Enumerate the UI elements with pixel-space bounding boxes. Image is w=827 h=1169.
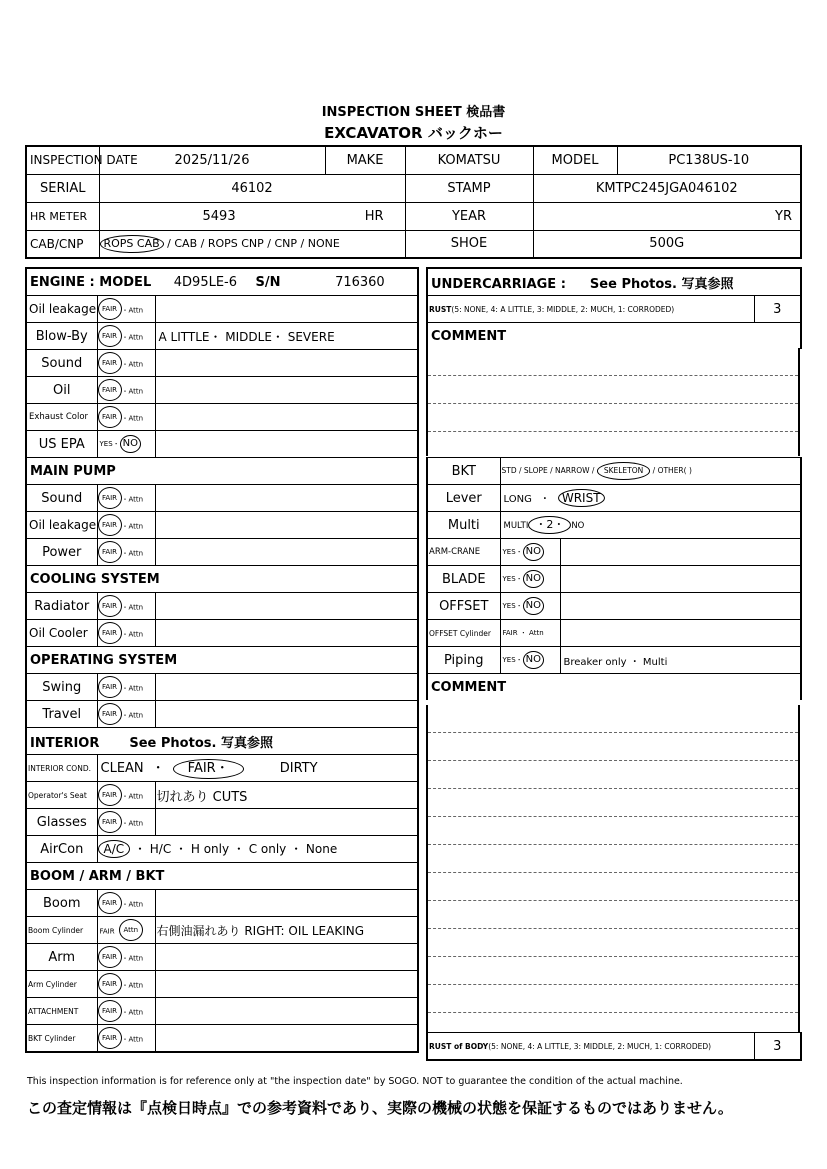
separator: ・ bbox=[112, 440, 120, 448]
no-selected: NO bbox=[523, 597, 544, 615]
rust-row bbox=[427, 296, 754, 323]
undercarriage-label: UNDERCARRIAGE : bbox=[431, 276, 566, 292]
yes-no bbox=[500, 647, 560, 674]
stamp-value: KMTPC245JGA046102 bbox=[533, 174, 801, 202]
attn-option: ・Attn bbox=[121, 954, 144, 963]
note-cell bbox=[155, 377, 418, 404]
lever-selected: WRIST bbox=[558, 489, 605, 507]
multi-options bbox=[500, 512, 801, 539]
fair-selected: FAIR bbox=[98, 676, 122, 698]
multi-no: NO bbox=[571, 521, 585, 531]
fair-selected: FAIR bbox=[98, 514, 122, 536]
attn-option: ・Attn bbox=[121, 1008, 144, 1017]
comment-line bbox=[428, 789, 798, 817]
comment-line bbox=[428, 817, 798, 845]
fair-attn bbox=[97, 539, 155, 566]
separator: ・ bbox=[515, 548, 523, 556]
attn-option: ・Attn bbox=[121, 360, 144, 369]
shoe-label: SHOE bbox=[405, 230, 533, 258]
note-cell bbox=[155, 809, 418, 836]
comment-line bbox=[428, 733, 798, 761]
travel-label: Travel bbox=[26, 701, 97, 728]
bkt-selected: SKELETON bbox=[597, 462, 650, 480]
undercarriage-note: See Photos. 写真参照 bbox=[589, 276, 734, 292]
boom-cylinder-label: Boom Cylinder bbox=[26, 917, 97, 944]
fair-selected: FAIR bbox=[98, 352, 122, 374]
fair-attn bbox=[97, 701, 155, 728]
fair-attn bbox=[97, 809, 155, 836]
disclaimer-en: This inspection information is for reference only at "the inspection date" by SOGO. NOT to guarantee the condition of the actual machine. bbox=[27, 1076, 683, 1087]
shoe-value: 500G bbox=[533, 230, 801, 258]
oil-leakage-label: Oil leakage bbox=[26, 296, 97, 323]
glasses-label: Glasses bbox=[26, 809, 97, 836]
attn-selected: Attn bbox=[119, 919, 143, 941]
fair-big-selected: FAIR・ bbox=[173, 759, 244, 779]
cooling-section: COOLING SYSTEM bbox=[26, 566, 418, 593]
aircon-other: ・ H/C ・ H only ・ C only ・ None bbox=[133, 842, 338, 856]
yes-no bbox=[97, 431, 155, 458]
fair-selected: FAIR bbox=[98, 784, 122, 806]
interior-label: INTERIOR bbox=[30, 735, 100, 751]
hr-meter-value: 5493 bbox=[202, 208, 236, 224]
fair-attn bbox=[97, 971, 155, 998]
separator: ・ bbox=[539, 494, 550, 505]
boom-cylinder-note: 右側油漏れあり RIGHT: OIL LEAKING bbox=[155, 917, 418, 944]
make-label: MAKE bbox=[325, 146, 405, 174]
comment-label-2: COMMENT bbox=[427, 674, 801, 701]
rust-body-value: 3 bbox=[754, 1033, 801, 1061]
note-cell bbox=[560, 620, 801, 647]
fair-attn bbox=[97, 917, 155, 944]
separator: ・ bbox=[515, 575, 523, 583]
fair-option: FAIR bbox=[99, 927, 115, 936]
separator: ・ bbox=[515, 656, 523, 664]
operating-section: OPERATING SYSTEM bbox=[26, 647, 418, 674]
note-cell bbox=[155, 1025, 418, 1053]
bkt-options-post: / OTHER( ) bbox=[652, 466, 692, 475]
fair-selected: FAIR bbox=[98, 622, 122, 644]
offset-cylinder-options: FAIR ・ Attn bbox=[500, 620, 560, 647]
fair-selected: FAIR bbox=[98, 892, 122, 914]
bkt-label: BKT bbox=[427, 458, 500, 485]
bkt-options-pre: STD / SLOPE / NARROW / bbox=[501, 466, 595, 475]
seat-note: 切れあり CUTS bbox=[155, 782, 418, 809]
blade-label: BLADE bbox=[427, 566, 500, 593]
note-cell bbox=[560, 566, 801, 593]
fair-attn bbox=[97, 404, 155, 431]
pump-sound-label: Sound bbox=[26, 485, 97, 512]
hr-meter-label: HR METER bbox=[26, 202, 99, 230]
fair-selected: FAIR bbox=[98, 406, 122, 428]
rust-body-table bbox=[426, 1032, 802, 1061]
fair-attn bbox=[97, 674, 155, 701]
oil-label: Oil bbox=[26, 377, 97, 404]
rust-label: RUST bbox=[429, 304, 452, 314]
seat-label: Operator's Seat bbox=[26, 782, 97, 809]
note-cell bbox=[155, 404, 418, 431]
fair-attn bbox=[97, 377, 155, 404]
attn-option: ・Attn bbox=[121, 684, 144, 693]
no-selected: NO bbox=[523, 570, 544, 588]
engine-label: ENGINE : MODEL bbox=[30, 274, 152, 290]
fair-selected: FAIR bbox=[98, 379, 122, 401]
note-cell bbox=[155, 296, 418, 323]
fair-selected: FAIR bbox=[98, 325, 122, 347]
inspection-date-label: INSPECTION DATE bbox=[26, 146, 99, 174]
yes-option: YES bbox=[502, 656, 516, 664]
note-cell bbox=[155, 539, 418, 566]
radiator-label: Radiator bbox=[26, 593, 97, 620]
yes-option: YES bbox=[502, 575, 516, 583]
fair-attn bbox=[97, 350, 155, 377]
note-cell bbox=[560, 539, 801, 566]
attachment-label: ATTACHMENT bbox=[26, 998, 97, 1025]
separator: ・ bbox=[515, 602, 523, 610]
comment-line bbox=[428, 432, 798, 459]
year-unit: YR bbox=[775, 208, 792, 224]
fair-attn bbox=[97, 782, 155, 809]
rust-body-label: RUST of BODY bbox=[429, 1041, 489, 1051]
fair-attn bbox=[97, 512, 155, 539]
model-label: MODEL bbox=[533, 146, 617, 174]
fair-attn bbox=[97, 593, 155, 620]
comment-area-1 bbox=[426, 348, 800, 456]
comment-line bbox=[428, 957, 798, 985]
inspection-date-value: 2025/11/26 bbox=[99, 146, 325, 174]
disclaimer-jp: この査定情報は『点検日時点』での参考資料であり、実際の機械の状態を保証するものではありません。 bbox=[27, 1099, 733, 1117]
multi-text: MULTI bbox=[503, 521, 529, 531]
aircon-options bbox=[97, 836, 418, 863]
fair-attn bbox=[97, 620, 155, 647]
rust-value: 3 bbox=[754, 296, 801, 323]
attn-option: ・Attn bbox=[121, 792, 144, 801]
bkt-options bbox=[500, 458, 801, 485]
note-cell bbox=[155, 620, 418, 647]
aircon-label: AirCon bbox=[26, 836, 97, 863]
header-table bbox=[25, 145, 802, 259]
bkt-cylinder-label: BKT Cylinder bbox=[26, 1025, 97, 1053]
offset-label: OFFSET bbox=[427, 593, 500, 620]
attn-option: ・Attn bbox=[121, 333, 144, 342]
fair-attn bbox=[97, 485, 155, 512]
comment-area-2 bbox=[426, 705, 800, 1032]
note-cell bbox=[155, 701, 418, 728]
serial-label: SERIAL bbox=[26, 174, 99, 202]
attn-option: ・Attn bbox=[121, 306, 144, 315]
comment-line bbox=[428, 985, 798, 1013]
exhaust-color-label: Exhaust Color bbox=[26, 404, 97, 431]
attn-option: ・Attn bbox=[121, 387, 144, 396]
note-cell bbox=[155, 674, 418, 701]
boom-section: BOOM / ARM / BKT bbox=[26, 863, 418, 890]
attn-option: ・Attn bbox=[121, 711, 144, 720]
stamp-label: STAMP bbox=[405, 174, 533, 202]
piping-label: Piping bbox=[427, 647, 500, 674]
armcrane-label: ARM-CRANE bbox=[427, 539, 500, 566]
clean-option: CLEAN bbox=[100, 761, 144, 776]
lever-long: LONG bbox=[503, 494, 532, 505]
sound-label: Sound bbox=[26, 350, 97, 377]
comment-line bbox=[428, 761, 798, 789]
fair-attn bbox=[97, 890, 155, 917]
arm-cylinder-label: Arm Cylinder bbox=[26, 971, 97, 998]
attn-option: ・Attn bbox=[121, 522, 144, 531]
boom-label: Boom bbox=[26, 890, 97, 917]
comment-line bbox=[428, 901, 798, 929]
comment-line bbox=[428, 348, 798, 376]
cab-other-options: / CAB / ROPS CNP / CNP / NONE bbox=[167, 236, 340, 250]
interior-section bbox=[26, 728, 418, 755]
cab-selected: ROPS CAB bbox=[100, 235, 164, 253]
note-cell bbox=[155, 485, 418, 512]
interior-cond-options bbox=[97, 755, 418, 782]
fair-selected: FAIR bbox=[98, 946, 122, 968]
fair-selected: FAIR bbox=[98, 541, 122, 563]
note-cell bbox=[155, 593, 418, 620]
cab-label: CAB/CNP bbox=[26, 230, 99, 258]
year-cell bbox=[533, 202, 801, 230]
rust-body-row bbox=[427, 1033, 754, 1061]
comment-line bbox=[428, 929, 798, 957]
comment-line bbox=[428, 873, 798, 901]
attn-option: ・Attn bbox=[121, 549, 144, 558]
fair-attn bbox=[97, 998, 155, 1025]
note-cell bbox=[155, 431, 418, 458]
comment-line bbox=[428, 404, 798, 432]
no-selected: NO bbox=[523, 651, 544, 669]
attn-option: ・Attn bbox=[121, 414, 144, 423]
oil-cooler-label: Oil Cooler bbox=[26, 620, 97, 647]
blowby-label: Blow-By bbox=[26, 323, 97, 350]
make-value: KOMATSU bbox=[405, 146, 533, 174]
comment-line bbox=[428, 705, 798, 733]
arm-label: Arm bbox=[26, 944, 97, 971]
separator: ・ bbox=[151, 761, 165, 776]
swing-label: Swing bbox=[26, 674, 97, 701]
fair-attn bbox=[97, 944, 155, 971]
fair-selected: FAIR bbox=[98, 487, 122, 509]
machine-type-title: EXCAVATOR バックホー bbox=[324, 124, 503, 142]
yes-no bbox=[500, 593, 560, 620]
rust-body-scale: (5: NONE, 4: A LITTLE, 3: MIDDLE, 2: MUCH, 1: CORRODED) bbox=[488, 1041, 712, 1051]
engine-row bbox=[26, 268, 418, 296]
attn-option: ・Attn bbox=[121, 981, 144, 990]
note-cell bbox=[155, 350, 418, 377]
rust-scale: (5: NONE, 4: A LITTLE, 3: MIDDLE, 2: MUCH, 1: CORRODED) bbox=[451, 304, 675, 314]
interior-cond-label: INTERIOR COND. bbox=[26, 755, 97, 782]
fair-attn bbox=[97, 296, 155, 323]
multi-label: Multi bbox=[427, 512, 500, 539]
left-panel bbox=[25, 267, 419, 1053]
cab-options bbox=[99, 230, 405, 258]
yes-no bbox=[500, 539, 560, 566]
attn-option: ・Attn bbox=[121, 495, 144, 504]
right-panel-mid bbox=[426, 457, 802, 700]
aircon-selected: A/C bbox=[98, 840, 131, 858]
yes-option: YES bbox=[99, 440, 113, 448]
comment-line bbox=[428, 845, 798, 873]
comment-label: COMMENT bbox=[427, 323, 801, 350]
lever-label: Lever bbox=[427, 485, 500, 512]
yes-option: YES bbox=[502, 548, 516, 556]
comment-line bbox=[428, 376, 798, 404]
attn-option: ・Attn bbox=[121, 900, 144, 909]
fair-selected: FAIR bbox=[98, 298, 122, 320]
yes-no bbox=[500, 566, 560, 593]
us-epa-label: US EPA bbox=[26, 431, 97, 458]
model-value: PC138US-10 bbox=[617, 146, 801, 174]
multi-selected: ・2・ bbox=[528, 516, 571, 534]
pump-oil-leakage-label: Oil leakage bbox=[26, 512, 97, 539]
note-cell bbox=[155, 998, 418, 1025]
hr-unit: HR bbox=[364, 208, 384, 224]
attn-option: ・Attn bbox=[121, 603, 144, 612]
no-selected: NO bbox=[120, 435, 141, 453]
no-selected: NO bbox=[523, 543, 544, 561]
attn-option: ・Attn bbox=[121, 630, 144, 639]
undercarriage-row bbox=[427, 268, 801, 296]
note-cell bbox=[155, 890, 418, 917]
note-cell bbox=[560, 593, 801, 620]
interior-note: See Photos. 写真参照 bbox=[129, 735, 273, 751]
sheet-title: INSPECTION SHEET 検品書 bbox=[321, 105, 506, 120]
note-cell bbox=[155, 944, 418, 971]
fair-attn bbox=[97, 323, 155, 350]
note-cell bbox=[155, 971, 418, 998]
attn-option: ・Attn bbox=[121, 819, 144, 828]
serial-value: 46102 bbox=[99, 174, 405, 202]
engine-model: 4D95LE-6 bbox=[173, 274, 238, 290]
sn-value: 716360 bbox=[335, 274, 385, 290]
attn-option: ・Attn bbox=[121, 1035, 144, 1044]
fair-selected: FAIR bbox=[98, 1027, 122, 1049]
pump-power-label: Power bbox=[26, 539, 97, 566]
sn-label: S/N bbox=[255, 274, 281, 290]
lever-options bbox=[500, 485, 801, 512]
main-pump-section: MAIN PUMP bbox=[26, 458, 418, 485]
blowby-note: A LITTLE・ MIDDLE・ SEVERE bbox=[155, 323, 418, 350]
fair-attn bbox=[97, 1025, 155, 1053]
offset-cylinder-label: OFFSET Cylinder bbox=[427, 620, 500, 647]
fair-selected: FAIR bbox=[98, 595, 122, 617]
right-panel-top bbox=[426, 267, 802, 349]
dirty-option: DIRTY bbox=[279, 761, 318, 776]
fair-selected: FAIR bbox=[98, 703, 122, 725]
note-cell bbox=[155, 512, 418, 539]
year-label: YEAR bbox=[405, 202, 533, 230]
piping-options: Breaker only ・ Multi bbox=[560, 647, 801, 674]
hr-meter-cell bbox=[99, 202, 405, 230]
fair-selected: FAIR bbox=[98, 973, 122, 995]
fair-selected: FAIR bbox=[98, 1000, 122, 1022]
yes-option: YES bbox=[502, 602, 516, 610]
fair-selected: FAIR bbox=[98, 811, 122, 833]
